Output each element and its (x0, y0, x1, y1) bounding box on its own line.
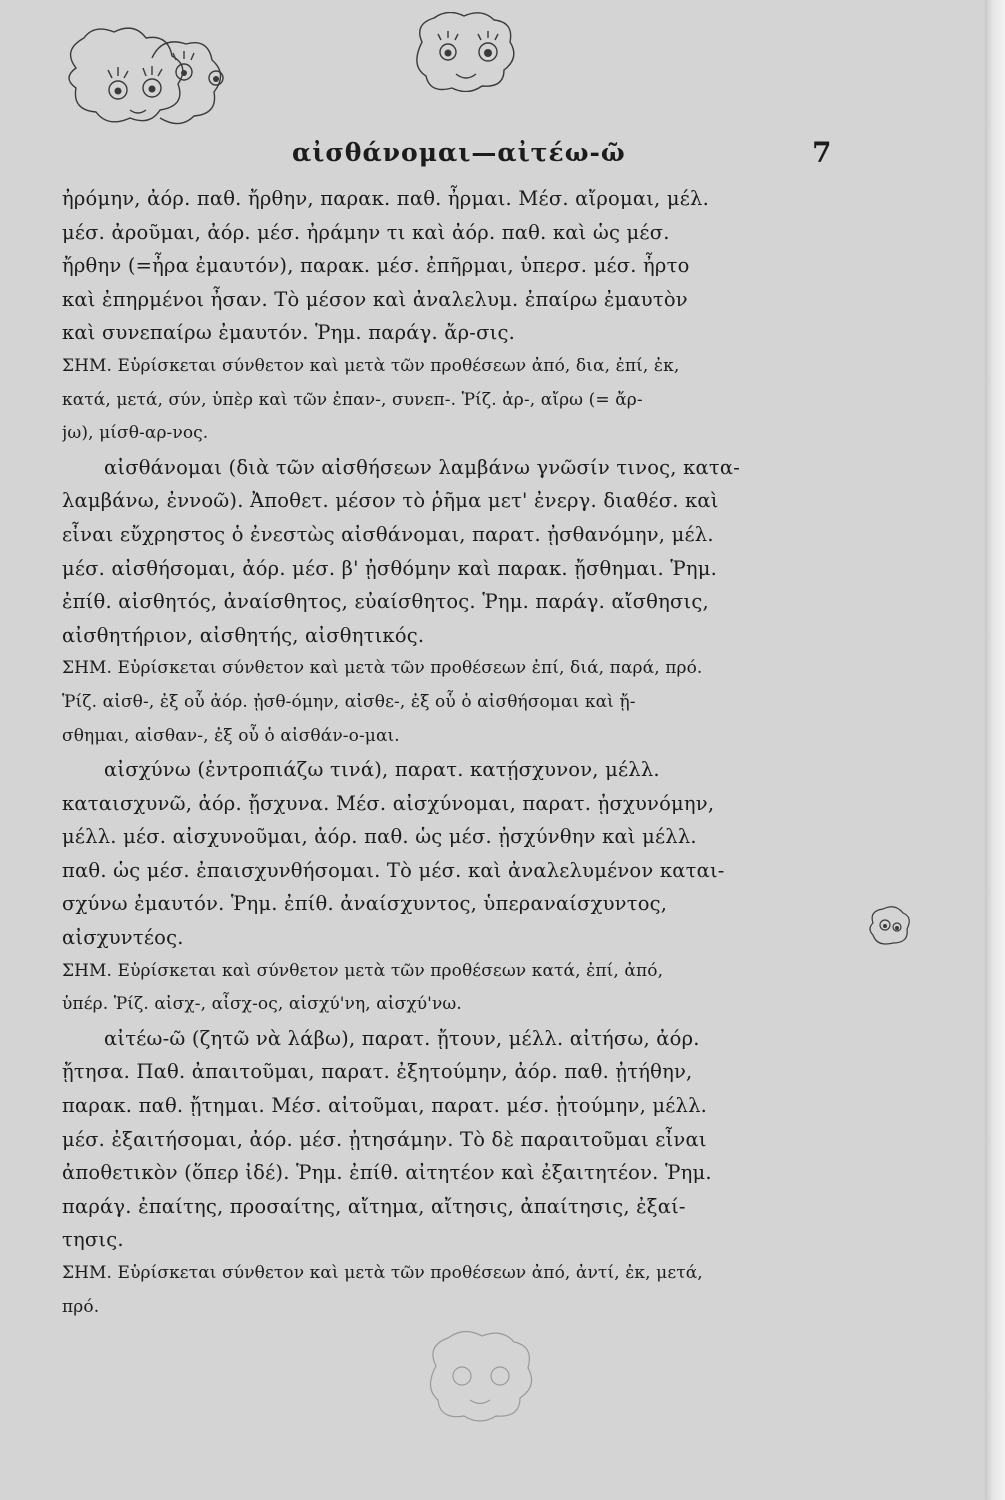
text-line: σχύνω ἐμαυτόν. Ῥημ. ἐπίθ. ἀναίσχυντος, ὑπεραναίσχυντος, (62, 892, 668, 916)
text-line: καὶ συνεπαίρω ἐμαυτόν. Ῥημ. παράγ. ἄρ-σις. (62, 321, 515, 345)
text-line: λαμβάνω, ἐννοῶ). Ἀποθετ. μέσον τὸ ῥῆμα μετ' ἐνεργ. διαθέσ. καὶ (62, 489, 719, 513)
doodle-face-bottom-icon (420, 1330, 540, 1425)
note-line: πρό. (62, 1296, 100, 1317)
note-line: κατά, μετά, σύν, ὑπὲρ καὶ τῶν ἐπαν-, συνεπ-. Ῥίζ. ἀρ-, αἴρω (= ἄρ- (62, 389, 643, 410)
running-head: αἰσθάνομαι—αἰτέω-ῶ (292, 138, 626, 167)
text-line: ἀποθετικὸν (ὅπερ ἰδέ). Ῥημ. ἐπίθ. αἰτητέον καὶ ἐξαιτητέον. Ῥημ. (62, 1161, 712, 1185)
text-line: μέσ. αἰσθήσομαι, ἀόρ. μέσ. β' ᾐσθόμην καὶ παρακ. ᾔσθημαι. Ῥημ. (62, 556, 717, 580)
note-line: ΣΗΜ. Εὑρίσκεται σύνθετον καὶ μετὰ τῶν προθέσεων ἀπό, δια, ἐπί, ἐκ, (62, 355, 680, 376)
page-header (0, 138, 985, 178)
text-line: ἐπίθ. αἰσθητός, ἀναίσθητος, εὐαίσθητος. Ῥημ. παράγ. αἴσθησις, (62, 590, 709, 614)
page-number: 7 (812, 136, 832, 169)
text-line: ἠρόμην, ἀόρ. παθ. ἤρθην, παρακ. παθ. ἦρμαι. Μέσ. αἴρομαι, μέλ. (62, 187, 709, 210)
text-line: παθ. ὡς μέσ. ἐπαισχυνθήσομαι. Τὸ μέσ. καὶ ἀναλελυμένον καται- (62, 858, 725, 882)
doodle-face-center-icon (408, 12, 523, 92)
note-line: Ῥίζ. αἰσθ-, ἐξ οὗ ἀόρ. ᾐσθ-όμην, αἰσθε-, ἐξ οὗ ὁ αἰσθήσομαι καὶ ᾔ- (62, 691, 636, 712)
text-line: παράγ. ἐπαίτης, προσαίτης, αἴτημα, αἴτησις, ἀπαίτησις, ἐξαί- (62, 1194, 686, 1218)
note-line: ὑπέρ. Ῥίζ. αἰσχ-, αἶσχ-ος, αἰσχύ'νη, αἰσχύ'νω. (62, 994, 462, 1015)
entry-headword-line: αἰσθάνομαι (διὰ τῶν αἰσθήσεων λαμβάνω γνῶσίν τινος, κατα- (104, 455, 740, 479)
note-line: jω), μίσθ-αρ-νος. (62, 423, 209, 444)
note-line: ΣΗΜ. Εὑρίσκεται σύνθετον καὶ μετὰ τῶν προθέσεων ἐπί, διά, παρά, πρό. (62, 658, 703, 679)
note-line: σθημαι, αἰσθαν-, ἐξ οὗ ὁ αἰσθάν-ο-μαι. (62, 725, 400, 746)
note-line: ΣΗΜ. Εὑρίσκεται καὶ σύνθετον μετὰ τῶν προθέσεων κατά, ἐπί, ἀπό, (62, 960, 664, 981)
page-edge (985, 0, 1005, 1500)
doodle-faces-left-icon (56, 18, 231, 130)
text-line: ᾔτησα. Παθ. ἀπαιτοῦμαι, παρατ. ἐξητούμην, ἀόρ. παθ. ᾐτήθην, (62, 1060, 693, 1084)
text-line: μέσ. ἀροῦμαι, ἀόρ. μέσ. ἠράμην τι καὶ ἀόρ. παθ. καὶ ὡς μέσ. (62, 220, 670, 244)
note-line: ΣΗΜ. Εὑρίσκεται σύνθετον καὶ μετὰ τῶν προθέσεων ἀπό, ἀντί, ἐκ, μετά, (62, 1263, 703, 1283)
text-line: εἶναι εὔχρηστος ὁ ἐνεστὼς αἰσθάνομαι, παρατ. ᾐσθανόμην, μέλ. (62, 522, 714, 546)
entry-headword-line: αἰσχύνω (ἐντροπιάζω τινά), παρατ. κατῄσχυνον, μέλλ. (104, 758, 660, 782)
text-line: τησις. (62, 1228, 124, 1252)
text-line: μέλλ. μέσ. αἰσχυνοῦμαι, ἀόρ. παθ. ὡς μέσ. ᾐσχύνθην καὶ μέλλ. (62, 825, 697, 849)
dictionary-text (62, 182, 892, 1324)
text-line: καταισχυνῶ, ἀόρ. ᾔσχυνα. Μέσ. αἰσχύνομαι, παρατ. ᾐσχυνόμην, (62, 791, 715, 815)
text-line: παρακ. παθ. ᾔτημαι. Μέσ. αἰτοῦμαι, παρατ. μέσ. ᾐτούμην, μέλλ. (62, 1094, 708, 1118)
text-line: αἰσθητήριον, αἰσθητής, αἰσθητικός. (62, 623, 425, 647)
text-line: ἤρθην (=ἦρα ἐμαυτόν), παρακ. μέσ. ἐπῆρμαι, ὑπερσ. μέσ. ἦρτο (62, 254, 690, 278)
text-line: καὶ ἐπηρμένοι ἦσαν. Τὸ μέσον καὶ ἀναλελυμ. ἐπαίρω ἐμαυτὸν (62, 287, 688, 311)
text-line: αἰσχυντέος. (62, 926, 184, 950)
text-line: μέσ. ἐξαιτήσομαι, ἀόρ. μέσ. ᾐτησάμην. Τὸ δὲ παραιτοῦμαι εἶναι (62, 1127, 707, 1151)
entry-headword-line: αἰτέω-ῶ (ζητῶ νὰ λάβω), παρατ. ᾔτουν, μέλλ. αἰτήσω, ἀόρ. (104, 1026, 700, 1050)
